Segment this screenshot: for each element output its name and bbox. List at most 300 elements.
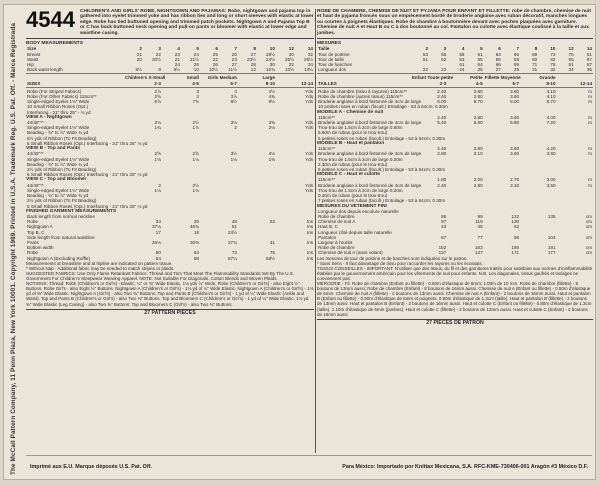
row-label: Nightgown A (27, 224, 53, 230)
robe-metrage-table (317, 89, 593, 110)
table-cell: 3⅜ (268, 120, 275, 126)
table-cell: 2.40 (437, 88, 447, 94)
table-cell: 8½ (135, 67, 142, 73)
table-cell: cm (585, 234, 592, 240)
table-cell: 1.80 (437, 177, 447, 183)
table-cell: 4 (234, 88, 237, 94)
english-description: CHILDREN'S AND GIRLS' ROBE, NIGHTGOWN AND PAJAMAS: Robe, nightgown and pajama top in gathered into eyelet trimmed yoke and has ribbon ties and long or short sleeves with elastic at lower edge. Robe has tied buttoned opening and trimmed patch pockets. Nightgown A and Pajama Top B or C has back buttoned neck opening and pull-on pants or bloomer with elastic at lower edge and waistline casing. (79, 9, 314, 36)
table-cell: 37⅛ (151, 224, 161, 230)
table-cell: 2½ (192, 120, 199, 126)
table-cell: 61 (459, 61, 465, 67)
view-b-table (26, 151, 314, 177)
pattern-pieces-count: 27 PATTERN PIECES (26, 309, 314, 316)
row-label: Robe (27, 250, 38, 256)
table-cell: 2.80 (473, 88, 483, 94)
table-cell: 3 (158, 46, 161, 52)
table-cell: 2½ (192, 182, 199, 188)
size-value: 8-10 (265, 80, 275, 86)
row-label: Longueur dos (318, 67, 347, 73)
english-header (26, 9, 314, 36)
row-label: Single-edged Eyelet 1⅛" Wide (27, 125, 90, 131)
table-cell: Yds (305, 93, 313, 99)
size-group: Small (186, 75, 199, 81)
table-cell: 171 (511, 250, 520, 256)
table-cell: 34 (307, 61, 313, 67)
modele-b-title: MODELE B - Haut et pantalon (317, 140, 385, 146)
table-cell: 53 (459, 56, 465, 62)
table-cell: 2 (425, 46, 429, 52)
table-cell: 30 (288, 51, 294, 57)
table-cell: 3.10 (510, 182, 520, 188)
table-cell: 75 (269, 250, 275, 256)
row-label: Size (27, 46, 37, 52)
pattern-envelope-back (3, 4, 596, 480)
table-cell: 3⅞ (230, 93, 237, 99)
table-cell: 14¼ (304, 67, 313, 73)
table-cell: 22 (422, 67, 429, 73)
table-cell: 76 (568, 51, 574, 57)
table-cell: 2 (139, 46, 142, 52)
table-cell: 76 (550, 61, 556, 67)
table-cell: m (588, 93, 592, 99)
row-label: 5 petites roses en ruban (facult.) Entoilage - 53 à 64cm; 0.30m (318, 135, 446, 141)
table-cell: 8 (253, 46, 256, 52)
column-divider (315, 9, 316, 453)
row-label: Single-edged Eyelet 1⅛" Wide (27, 99, 90, 105)
row-label: Longueur côté depuis taille naturelle (318, 229, 392, 235)
table-cell: 27 (250, 51, 256, 57)
table-cell: 3.80 (510, 146, 520, 152)
table-cell: 24 (193, 51, 199, 57)
table-cell: 2.40 (437, 114, 447, 120)
row-label: Chemise de nuit A (sans volant) (318, 250, 383, 256)
body-measurements-table (26, 46, 314, 72)
row-label: Haut B, C (318, 224, 338, 230)
table-cell: 7 (516, 46, 520, 52)
mesures-table (317, 46, 593, 72)
table-cell: 21½ (189, 56, 199, 62)
table-cell: 4.00 (546, 114, 556, 120)
table-cell: 69 (513, 61, 520, 67)
table-cell: 36 (586, 67, 592, 73)
pattern-pieces-count-fr: 27 PIECES DE PATRON (317, 319, 593, 326)
table-cell: 43 (441, 224, 447, 230)
size-group: Fillette Moyenne (484, 75, 521, 81)
row-label: Tour de taille (318, 56, 345, 62)
table-cell: 30⅜ (189, 240, 199, 246)
table-cell: 1⅜ (268, 156, 275, 162)
table-cell: 95 (513, 234, 520, 240)
pattern-number: 4544 (26, 7, 75, 32)
table-cell: 9½ (173, 67, 180, 73)
table-cell: 28 (250, 61, 256, 67)
table-cell: 81 (586, 51, 592, 57)
table-cell: 1¾ (154, 125, 161, 131)
table-cell: 64 (193, 250, 199, 256)
table-cell: 73 (550, 51, 556, 57)
row-label: Robe (For Striped Fabrics) (27, 88, 82, 94)
tissus-conseilles: TISSUS CONSEILLES - IMPORTANT: N'utiliser que des tissus, du fil et des garnitures traités pour satisfaire aux normes d'ininflammabilité établies par le gouvernement américain pour les vêtements de nuit pour enfants. N.B. Les diagonales, tissus gaufrés et tissages ne conviennent pas. (317, 265, 593, 281)
table-cell: m (588, 99, 592, 105)
table-cell: 81 (568, 61, 574, 67)
table-cell: Yds (305, 125, 313, 131)
table-cell: 87 (586, 61, 592, 67)
table-cell: 14 (307, 46, 313, 52)
table-cell: 28½ (265, 51, 275, 57)
without-nap-note: * Without Nap - Additional fabric may be needed to match stripes or plaids. (26, 265, 175, 271)
table-cell: 9½ (268, 99, 275, 105)
table-cell: 21 (174, 56, 180, 62)
table-cell: m (588, 182, 592, 188)
table-cell: 17 (155, 229, 161, 235)
table-cell: 3 (443, 46, 447, 52)
table-cell: 14 (586, 46, 592, 52)
row-label: Top B, C (27, 229, 45, 235)
table-cell: 99 (477, 214, 483, 219)
table-cell: 163 (475, 245, 483, 251)
row-label: 44/45"** (27, 120, 44, 126)
table-cell: 61 (477, 51, 483, 57)
row-label: Beading - ¾" to ⅞" Wide ¾ yd (27, 130, 89, 136)
table-cell: 8.70 (546, 99, 556, 105)
vetement-fini-table (317, 209, 593, 256)
table-cell: 32 (307, 51, 313, 57)
row-label: 115cm** (318, 146, 336, 152)
table-cell: m (588, 177, 592, 183)
row-label: Robe de chambre (autres tissus) 115cm** (318, 93, 403, 99)
table-cell: 12 (288, 46, 294, 52)
english-column (26, 9, 314, 316)
table-cell: 3.60 (510, 114, 520, 120)
table-cell: Ins (306, 240, 313, 246)
table-cell: 3.60 (510, 93, 520, 99)
table-cell: 34 (568, 67, 574, 73)
table-cell: 56 (441, 51, 447, 57)
table-cell: 21 (136, 51, 142, 57)
table-row (317, 67, 593, 72)
row-label: 5 Small Ribbon Roses (Opt.) Interfacing - 21" thru 25" ⅛ yd (27, 140, 148, 146)
table-cell: 3.50 (546, 182, 556, 188)
table-cell: 9 (158, 67, 161, 73)
size-group: Children's X-Small (124, 75, 166, 81)
table-cell: m (588, 146, 592, 152)
mexico-importer: Para México: Importado por Knittax Mexicana, S.A. RFC-KME-730406-001 Aragón #3 México D.F. (342, 463, 588, 470)
view-a-title: VIEW A - Nightgown (26, 114, 72, 120)
table-cell: 24 (459, 67, 465, 73)
modele-a-table (317, 115, 593, 141)
table-cell: 3 (196, 88, 199, 94)
table-cell: 3.10 (473, 151, 483, 157)
row-label: Pants (27, 240, 39, 246)
rule (317, 87, 593, 88)
table-cell: Yds (305, 99, 313, 105)
table-cell: 65 (568, 56, 574, 62)
row-label: Back length from normal neckline (27, 214, 95, 219)
table-cell: 1⅛ (230, 156, 237, 162)
table-row (317, 81, 593, 86)
modele-c-table (317, 177, 593, 203)
table-cell: 58 (459, 51, 465, 57)
rule (317, 38, 593, 39)
row-label: 2½ yds of Ribbon (To Fit Beading) (27, 166, 97, 172)
row-label: Broderie anglaise à bord festonné de 4cm de large (318, 99, 422, 105)
modele-c-title: MODELE C - Haut et culotte (317, 172, 380, 178)
table-cell: 1⅛ (154, 187, 161, 193)
table-cell: 3.60 (510, 151, 520, 157)
table-cell: 2.80 (473, 93, 483, 99)
table-cell: 185 (511, 245, 520, 251)
table-cell: 2⅞ (154, 88, 161, 94)
table-cell: m (588, 151, 592, 157)
table-cell: 53 (422, 51, 429, 57)
size-value: 2-3 (439, 80, 447, 86)
table-cell: 26 (212, 61, 218, 67)
table-cell: 8.00 (510, 99, 520, 105)
table-cell: 51 (422, 56, 429, 62)
row-label: 115cm** (318, 114, 336, 120)
table-cell: Yds (305, 156, 313, 162)
modele-a-title: MODELE A - Chemise de nuit (317, 109, 384, 115)
table-cell: cm (585, 219, 592, 225)
row-label: 5 Small Ribbon Roses (Opt.) Interfacing - 21" thru 25" ⅛ yd (27, 172, 148, 178)
table-cell: 69 (532, 51, 538, 57)
rule (26, 73, 314, 74)
table-cell: 29 (513, 67, 520, 73)
table-cell: Ins (306, 250, 313, 256)
table-cell: 3.90 (546, 151, 556, 157)
table-cell: 54 (155, 255, 161, 261)
row-label: Hip (27, 61, 34, 67)
table-cell: 39 (193, 219, 199, 225)
table-cell: 46¾ (189, 224, 199, 230)
table-cell: 3⅛ (230, 120, 237, 126)
table-cell: 5.80 (473, 120, 483, 126)
row-label: Interfacing - 21" thru 25" - ⅛ yd (27, 109, 91, 115)
table-cell: 25 (212, 51, 218, 57)
table-cell: 7.20 (546, 120, 556, 126)
table-cell: 147 (475, 250, 483, 256)
table-cell: 23 (231, 56, 237, 62)
table-cell: 58 (513, 56, 520, 62)
table-cell: 69½ (266, 255, 275, 261)
table-cell: 32 (550, 67, 556, 73)
row-label: Trou-trou de 1.5cm à 2cm de large 0.20m (318, 156, 403, 162)
table-cell: 27 (495, 67, 501, 73)
row-label: Trou-trou de 1.5cm à 2cm de large 0.60m (318, 125, 403, 131)
table-cell: 8½ (230, 99, 237, 105)
row-label: Nightgown A (Excluding Ruffle) (27, 255, 90, 261)
row-label: 2.30m de ruban (pour le trou-trou) (318, 161, 388, 167)
row-label: 7 petites roses en ruban (facult.) Entoilage - 53 à 64cm; 0.30m (318, 198, 446, 204)
view-c-title: VIEW C - Top and Bloomer (26, 177, 87, 183)
table-cell: 7 (234, 46, 237, 52)
table-cell: 1⅛ (192, 156, 199, 162)
row-label: Tour de hanches (318, 61, 352, 67)
view-a-table (26, 120, 314, 146)
table-cell: 71 (532, 61, 538, 67)
table-cell: 11½ (228, 67, 237, 73)
table-cell: Ins (306, 224, 313, 230)
rule (317, 73, 593, 74)
row-label: Single-edged Eyelet 1⅛" Wide (27, 187, 90, 193)
table-cell: 4.10 (546, 88, 556, 94)
row-label: Broderie anglaise à bord festonné de 4cm de large (318, 120, 422, 126)
table-cell: 4⅛ (268, 151, 275, 157)
table-cell: 1⅞ (192, 125, 199, 131)
table-cell: Yds (305, 88, 313, 94)
row-label: Robe (27, 219, 38, 225)
table-cell: 58 (193, 255, 199, 261)
table-cell: cm (585, 245, 592, 251)
table-cell: 24½ (228, 229, 237, 235)
table-row (26, 67, 314, 72)
table-cell: 67 (586, 56, 592, 62)
row-label: Broderie anglaise à bord festonné de 4cm de large (318, 151, 422, 157)
table-cell: 30 (269, 61, 275, 67)
table-cell: 2.00 (473, 177, 483, 183)
table-cell: 4.20 (546, 146, 556, 152)
size-group: Petite (470, 75, 483, 81)
table-cell: Yds (305, 182, 313, 188)
table-cell: 2.80 (473, 146, 483, 152)
view-c-table (26, 183, 314, 209)
sizes-label: SIZES (27, 80, 41, 86)
table-cell: 130 (511, 219, 520, 225)
table-cell: 73 (231, 250, 237, 256)
french-column (317, 9, 593, 326)
vetement-fini-title: MESURES DU VETEMENT FINI (317, 203, 387, 209)
mercerie: MERCERIE - Fil. Robe de chambre (Enfant ou fillette) - 0.50m d'élastique de 6mm; 1.00m de 10 mm. Robe de chambre (fillette) - 8 boutons de 13mm aussi; Robe de chambre (Enfant) - 8 boutons de 16mm aussi. Chemise de nuit A (Enfant ou fillette) - 0.50m d'élastique de 6mm. Chemise de nuit A (fillette) - 2 boutons de 13mm aussi. Chemise de nuit A (Enfant) - 2 boutons de 16mm aussi. Haut et pantalon B (Enfant ou fillette) - 0.90m d'élastique de 6mm et poignets. 0.80m d'élastique de 1.3cm (taille). Haut et pantalon B (fillette) - 2 boutons de 13mm aussi. Haut et pantalon B (Enfant) - 2 boutons de 16mm aussi. Haut et culotte C (Enfant ou fillette) - 0.80m d'élastique de 1.3cm (taille). 1.10m d'élastique de 6mm (jambes). Haut et culotte C (fillette) - 2 boutons de 13mm aussi. Haut et culotte C (Enfant) - 2 boutons de 16mm aussi. (317, 281, 592, 317)
table-cell: 60 (155, 250, 161, 256)
table-cell: 60 (532, 56, 538, 62)
table-cell: 86 (441, 214, 447, 219)
row-label: 5 petites roses en ruban (facult.) Entoilage - 53 à 64cm; 0.30m (318, 166, 446, 172)
suggested-fabrics: SUGGESTED FABRICS: Use Only Flame Retardant Fabrics. Thread and Trim That Meet The Flammability Standards Set By The U.S. Government For Children's Sleepwear Wearing Apparel. NOTE: Not Suitable For Diagonals. Cotton Blends and Woven Plaids. (26, 271, 295, 282)
table-cell: 64 (477, 61, 483, 67)
table-cell: 135 (547, 214, 556, 219)
table-cell: 2.80 (473, 182, 483, 188)
size-value: 2-3 (154, 80, 161, 86)
table-cell: 5 (480, 46, 483, 52)
table-cell: 137 (438, 250, 447, 256)
row-label: Robe (For Other Fabrics) 115cm** (27, 93, 97, 99)
rule (26, 87, 314, 88)
row-label: Robe de chambre (318, 214, 355, 219)
size-value: 4-5 (192, 80, 199, 86)
table-cell: 53 (269, 219, 275, 225)
table-cell: 48 (477, 224, 483, 230)
row-label: Beading - ¾" to ⅞" Wide ¾ yd (27, 161, 89, 167)
table-cell: 6.70 (473, 99, 483, 105)
tailles-header-table (317, 75, 593, 85)
table-cell: 4⅜ (268, 93, 275, 99)
table-cell: 3 (196, 93, 199, 99)
row-label: 44/45"** (27, 182, 44, 188)
table-cell: 55 (477, 56, 483, 62)
table-cell: m (588, 120, 592, 126)
size-value: 12-14 (301, 80, 313, 86)
table-cell: m (588, 88, 592, 94)
table-cell: 6.80 (510, 120, 520, 126)
table-cell: 37¾ (228, 240, 237, 246)
table-cell: 26⅛ (151, 240, 161, 246)
table-cell: 26½ (304, 56, 313, 62)
table-cell: 6⅞ (154, 99, 161, 105)
table-cell: 1⅛ (192, 187, 199, 193)
company-vertical-strip: The McCall Pattern Company, 11 Penn Plaza, New York 10001. Copyright 1989. Printed in U.S.A. Trademark Reg. U.S. Pat. Off. - Marca Registrada (10, 23, 17, 475)
table-cell: 10 (269, 46, 275, 52)
table-cell: 20 (136, 56, 142, 62)
row-label: Waist (27, 56, 39, 62)
table-cell: 4 (177, 46, 180, 52)
row-label: Trou-trou de 1.5cm à 2cm de large 0.20m (318, 187, 403, 193)
table-cell: 23½ (246, 56, 256, 62)
size-group: Enfant Toute petite (411, 75, 454, 81)
table-cell: cm (585, 250, 592, 256)
table-cell: 2⅛ (154, 120, 161, 126)
table-cell: 27 (231, 61, 237, 67)
table-cell: 2⅝ (154, 151, 161, 157)
table-cell: 152 (438, 245, 447, 251)
rule (26, 38, 314, 39)
row-label: 5.60m de ruban (pour le trou-trou) (318, 130, 388, 136)
robe-yardage-table (26, 89, 314, 115)
row-label: 2½ yds of Ribbon (To Fit Beading) (27, 198, 97, 204)
table-cell: 2⅝ (192, 151, 199, 157)
row-label: Robe de chambre (318, 245, 355, 251)
row-label: Robe de chambre (tissu à rayures) 115cm** (318, 88, 408, 94)
row-label: Back waist length (27, 67, 63, 73)
table-cell: 2.40 (437, 93, 447, 99)
row-label: Bottom width (27, 245, 54, 251)
table-cell: 2.70 (510, 177, 520, 183)
table-cell: 7⅝ (192, 99, 199, 105)
table-cell: 2.80 (437, 151, 447, 157)
row-label: 5 Small Ribbon Roses (Opt.) Interfacing - 21" thru 25" ⅛ yd (27, 203, 148, 209)
table-cell: Ins (306, 219, 313, 225)
table-cell: 19 (193, 229, 199, 235)
table-cell: 6 (498, 46, 501, 52)
row-label: Pantalon (318, 234, 337, 240)
table-cell: cm (585, 224, 592, 230)
table-cell: 8 (534, 46, 538, 52)
table-cell: 10 (550, 46, 556, 52)
table-cell: 2.40 (437, 146, 447, 152)
table-cell: 48 (231, 219, 237, 225)
table-cell: 32 (288, 61, 294, 67)
table-cell: 23 (441, 67, 447, 73)
table-cell: 191 (547, 245, 556, 251)
size-group: Large (262, 75, 275, 81)
size-value: 4-5 (476, 80, 483, 86)
table-cell: 10 (193, 67, 199, 73)
sizes-label: TAILLES (318, 80, 337, 86)
table-cell: 10½ (208, 67, 218, 73)
envelope-footer (26, 455, 592, 477)
table-cell: Ins (306, 255, 313, 261)
table-cell: 56 (495, 56, 501, 62)
table-cell: Yds (305, 187, 313, 193)
table-cell: 25½ (284, 56, 294, 62)
table-cell: cm (585, 214, 592, 219)
table-cell: 2 (158, 182, 161, 188)
table-cell: 62 (513, 224, 520, 230)
table-cell: 41 (269, 240, 275, 246)
finished-measurements-table (26, 214, 314, 261)
modele-b-table (317, 146, 593, 172)
row-label: 0.30m de ruban (pour le trou-trou) (318, 193, 388, 199)
row-label: 6½ yds of Ribbon (To Fit Beading) (27, 135, 97, 141)
